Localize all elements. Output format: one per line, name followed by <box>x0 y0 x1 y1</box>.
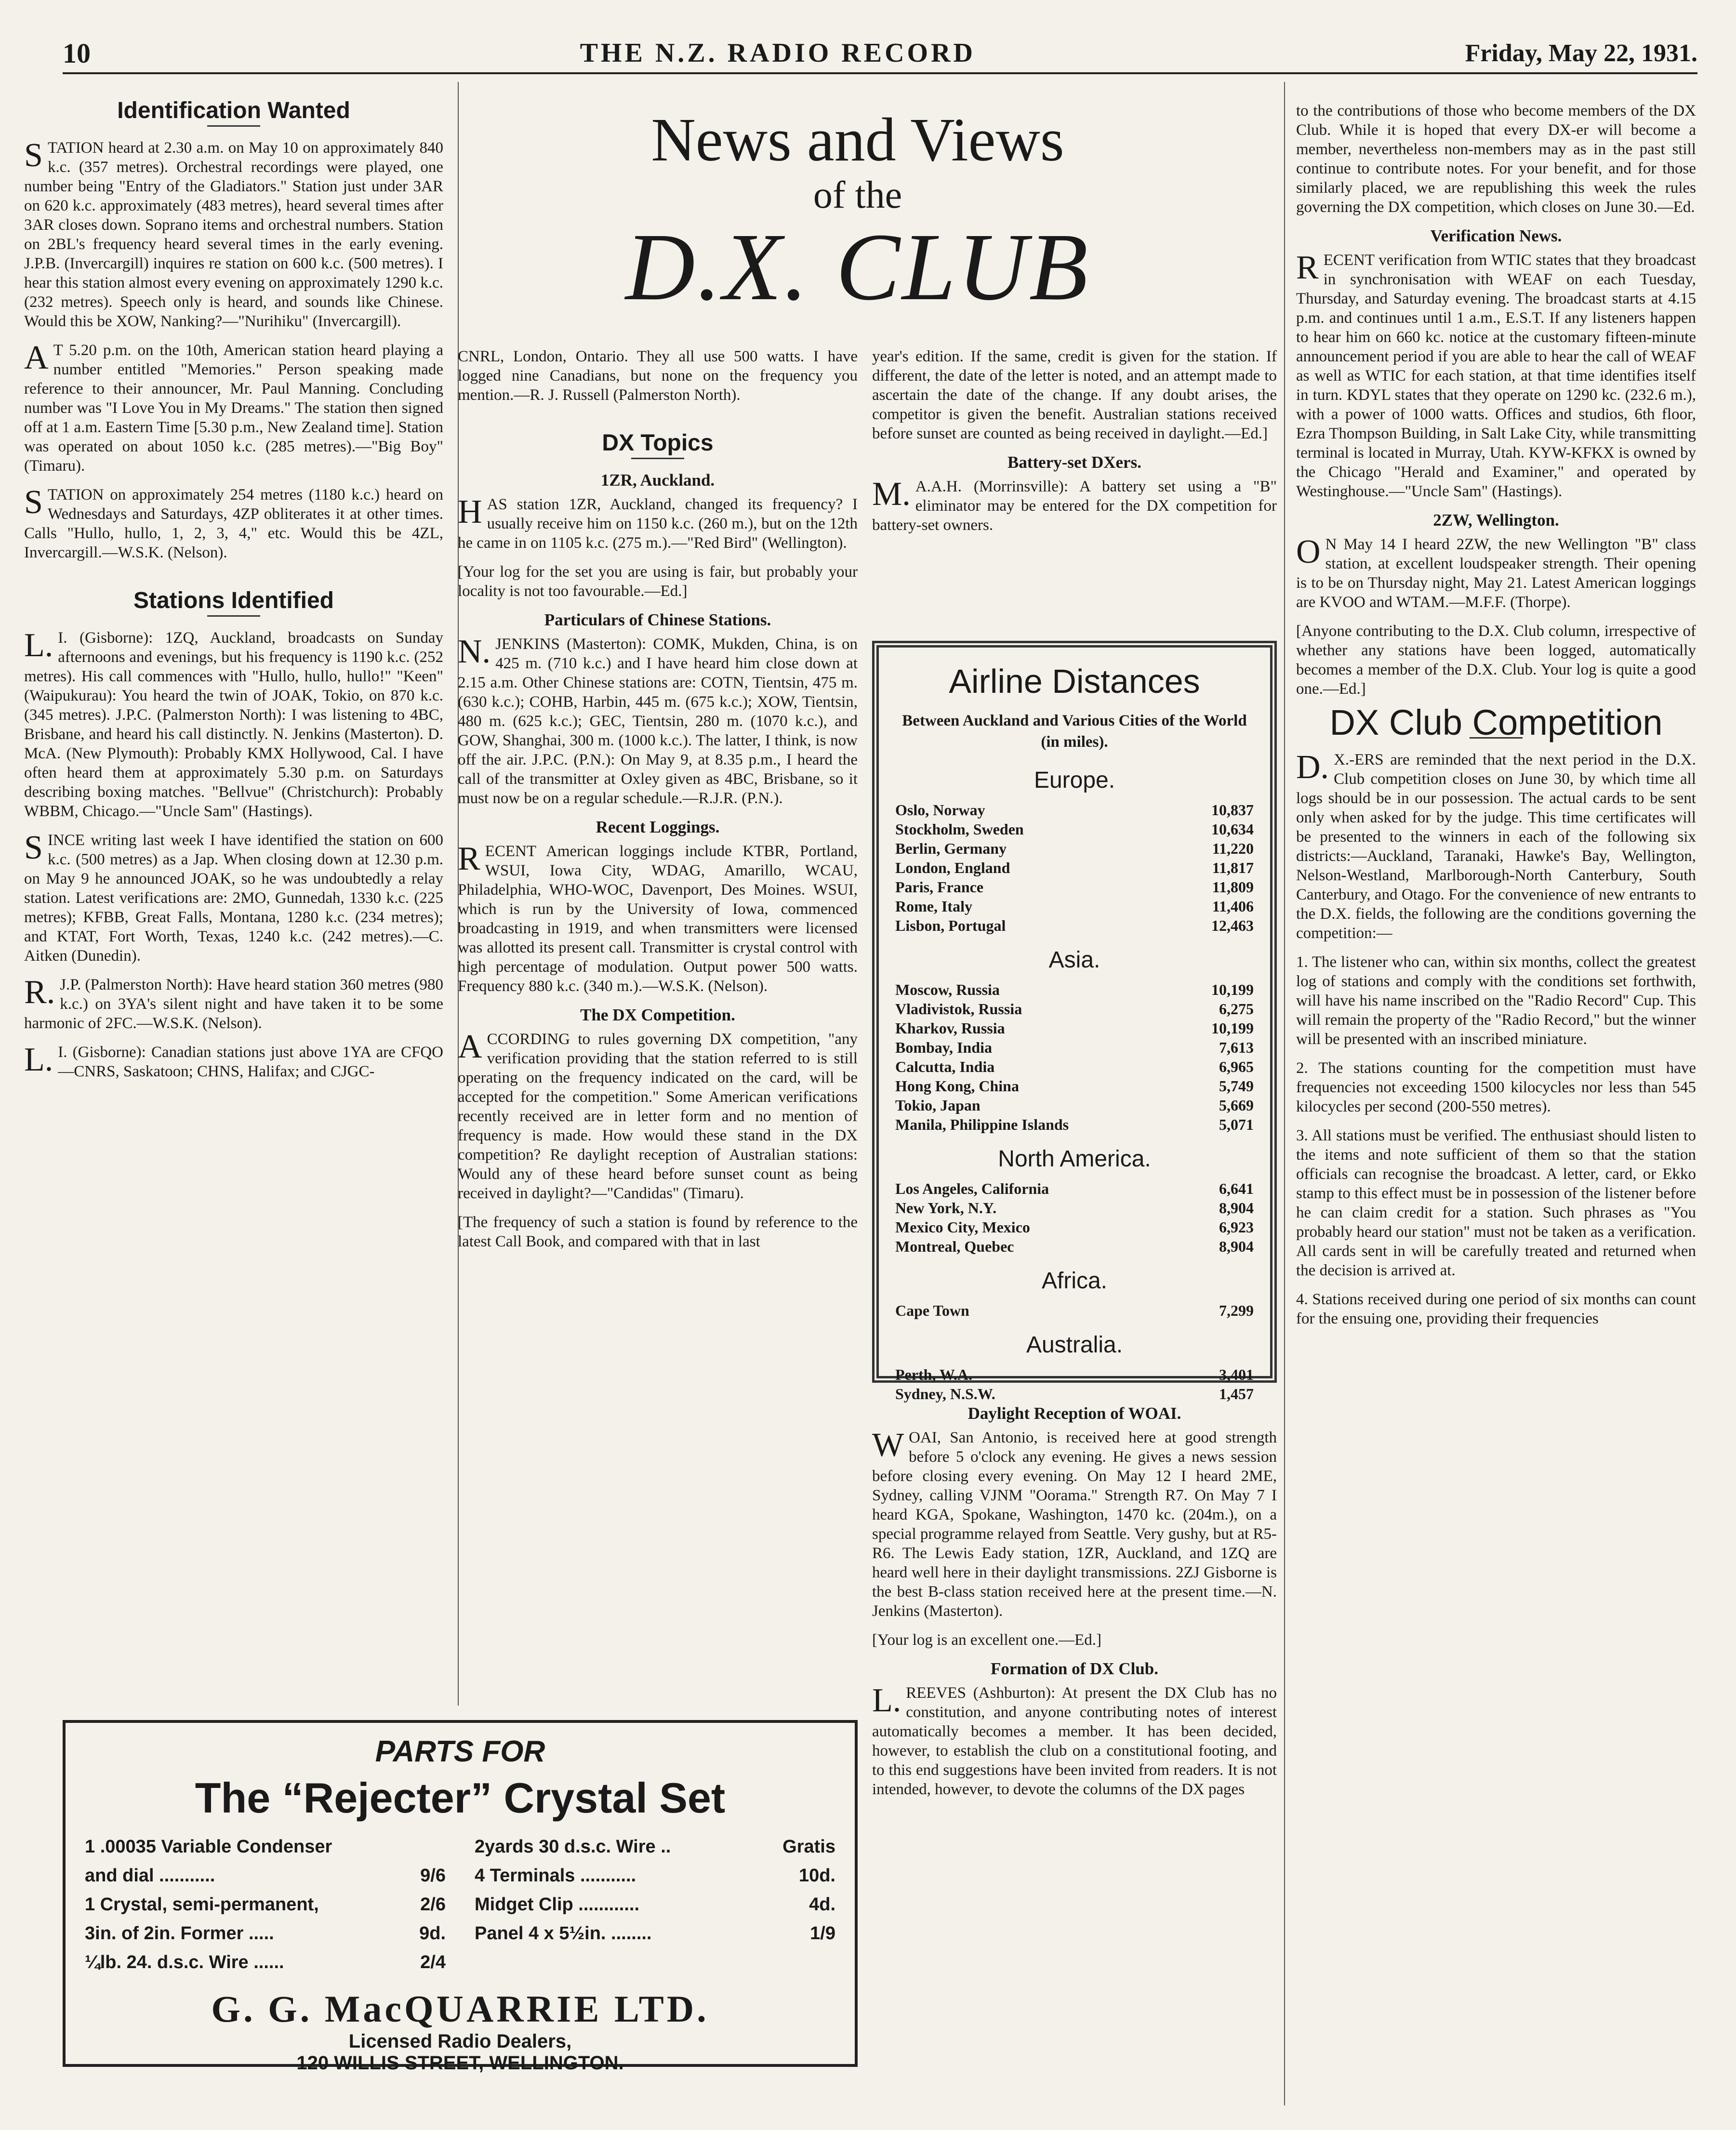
section-heading: DX Club Competition <box>1329 702 1663 742</box>
running-header <box>63 34 1697 74</box>
distance-row <box>895 1057 1254 1076</box>
city-name: Hong Kong, China <box>895 1077 1019 1095</box>
paragraph: [Your log for the set you are using is fair, but probably your locality is not too favourable.—Ed.] <box>458 563 858 600</box>
paragraph: STATION on approximately 254 metres (1180 k.c.) heard on Wednesdays and Saturdays, 4ZP obliterates it at other times. Calls "Hullo, hullo, 1, 2, 3, 4," etc. Would this be 4ZL, Invercargill.—W.S.K. (Nelson). <box>24 484 443 561</box>
distance-row <box>895 800 1254 820</box>
distance-miles: 10,837 <box>1211 801 1254 819</box>
distance-miles: 10,199 <box>1211 1019 1254 1037</box>
distance-miles: 6,275 <box>1219 1000 1254 1018</box>
region-list <box>895 767 1254 1403</box>
city-name: Kharkov, Russia <box>895 1019 1005 1037</box>
ad-price-item <box>85 1890 446 1919</box>
region-heading: Europe. <box>1034 767 1115 793</box>
paragraph: N.JENKINS (Masterton): COMK, Mukden, China, is on 425 m. (710 k.c.) and I have heard him close down at 2.15 a.m. Other Chinese stations are: COTN, Tientsin, 475 m. (630 k.c.); COHB, Harbin, 445 m. (675 k.c.); XOW, Tientsin, 480 m. (625 k.c.); GEC, Tientsin, 280 m. (1070 k.c.), and GOW, Shanghai, 300 m. (1000 k.c.). The latter, I think, is now off the air. J.P.C. (P.N.): On May 9, at 8.35 p.m., I heard the call of the transmitter at Oxley given as 4BC, Brisbane, so it must now be on a regular schedule.—R.J.R. (P.N.). <box>458 633 858 807</box>
city-name: London, England <box>895 859 1010 876</box>
airline-distances-box <box>872 641 1277 1402</box>
masthead: THE N.Z. RADIO RECORD <box>580 38 976 68</box>
column-1 <box>24 96 443 1091</box>
ad-price-list <box>85 1832 835 1977</box>
paragraph: WOAI, San Antonio, is received here at good strength before 5 o'clock any evening. He gives a news session before closing every evening. On May 12 I heard 2ME, Sydney, calling VJNM "Oorama." Strength R7. On May 7 I heard KGA, Spokane, Washington, 1470 kc. (204m.), on a special programme relayed from Seattle. Very gushy, but at R5-R6. The Lewis Eady station, 1ZR, Auckland, and 1ZQ are heard well here in their daylight transmissions. 2ZJ Gisborne is the best B-class station received here at the present time.—N. Jenkins (Masterton). <box>872 1427 1277 1620</box>
ad-item-label: 3in. of 2in. Former ..... <box>85 1923 274 1944</box>
feature-title-line: News and Views <box>651 106 1064 174</box>
ad-price-item <box>85 1948 446 1977</box>
ad-item-label: ¼lb. 24. d.s.c. Wire ...... <box>85 1952 284 1972</box>
paragraph: D.X.-ERS are reminded that the next period in the D.X. Club competition closes on June 30, by which time all logs should be in our possession. The actual cards to be sent only when asked for by the judge. This time certificates will be presented to the winners in each of the following six districts:—Auckland, Taranaki, Hawke's Bay, Wellington, Nelson-Westland, Marlborough-North Canterbury, South Canterbury, and Otago. For the convenience of new entrants to the D.X. fields, the following are the conditions governing the competition:— <box>1296 749 1696 942</box>
paragraph: 1. The listener who can, within six months, collect the greatest log of stations and comply with the conditions set forthwith, will have his name inscribed on the "Radio Record" Cup. This will remain the property of the "Radio Record," but the winner will be presented with an inscribed miniature. <box>1296 953 1696 1048</box>
region-heading: North America. <box>998 1146 1151 1172</box>
ad-price-item <box>475 1919 835 1948</box>
distance-row <box>895 1198 1254 1217</box>
ad-item-label: 4 Terminals ........... <box>475 1865 636 1886</box>
distance-row <box>895 999 1254 1019</box>
column-rule <box>1284 82 1285 2105</box>
column-3 <box>872 347 1277 544</box>
feature-title <box>578 106 1137 318</box>
distance-miles: 12,463 <box>1211 917 1254 934</box>
ad-item-price: 2/4 <box>420 1952 446 1972</box>
ad-price-item <box>85 1861 446 1890</box>
sub-heading: The DX Competition. <box>580 1005 735 1024</box>
paragraph: L.I. (Gisborne): Canadian stations just above 1YA are CFQO—CNRS, Saskatoon; CHNS, Halifax; and CJGC- <box>24 1041 443 1080</box>
distance-miles: 7,613 <box>1219 1039 1254 1056</box>
city-name: Perth, W.A. <box>895 1366 972 1383</box>
distance-row <box>895 1038 1254 1057</box>
city-name: Vladivistok, Russia <box>895 1000 1022 1018</box>
ad-price-item <box>475 1832 835 1861</box>
distance-miles: 1,457 <box>1219 1385 1254 1402</box>
section-heading: Stations Identified <box>133 588 334 613</box>
paragraph: R.J.P. (Palmerston North): Have heard station 360 metres (980 k.c.) on 3YA's silent night and have taken it to be some harmonic of 2FC.—W.S.K. (Nelson). <box>24 974 443 1032</box>
distance-row <box>895 820 1254 839</box>
city-name: Manila, Philippine Islands <box>895 1116 1069 1133</box>
distance-row <box>895 1301 1254 1320</box>
advertisement <box>63 1720 858 2074</box>
column-3-lower <box>872 1397 1277 1809</box>
city-name: Lisbon, Portugal <box>895 917 1006 934</box>
city-name: Oslo, Norway <box>895 801 985 819</box>
paragraph: [Your log is an excellent one.—Ed.] <box>872 1631 1101 1649</box>
sub-heading: Recent Loggings. <box>596 818 720 836</box>
sub-heading: Verification News. <box>1430 226 1562 245</box>
distance-miles: 6,965 <box>1219 1058 1254 1075</box>
feature-title-line: D.X. CLUB <box>625 214 1090 320</box>
ad-item-label: 1 Crystal, semi-permanent, <box>85 1894 319 1915</box>
distance-row <box>895 1237 1254 1256</box>
ad-address: 120 WILLIS STREET, WELLINGTON. <box>296 2052 624 2074</box>
distance-row <box>895 858 1254 877</box>
distance-row <box>895 897 1254 916</box>
ad-title: The “Rejecter” Crystal Set <box>195 1774 726 1822</box>
ad-firm-name: G. G. MacQUARRIE LTD. <box>211 1988 709 2030</box>
paragraph: year's edition. If the same, credit is given for the station. If different, the date of the letter is noted, and an attempt made to ascertain the date of the change. If any doubt arises, the competitor is given the benefit. Australian stations received before sunset are counted as being received in daylight.—Ed.] <box>872 348 1277 442</box>
ad-item-label: Midget Clip ............ <box>475 1894 639 1915</box>
region-heading: Asia. <box>1048 947 1100 973</box>
distance-miles: 5,071 <box>1219 1116 1254 1133</box>
city-name: New York, N.Y. <box>895 1199 997 1217</box>
sub-heading: Formation of DX Club. <box>990 1659 1159 1678</box>
city-name: Sydney, N.S.W. <box>895 1385 995 1402</box>
distance-miles: 5,669 <box>1219 1097 1254 1114</box>
paragraph: ACCORDING to rules governing DX competition, "any verification providing that the station referred to is still operating on the frequency indicated on the card, will be accepted for the competition." Some American verifications recently received are in letter form and no mention of frequency is made. How would these stand in the DX competition? Re daylight reception of Australian stations: Would any of these heard before sunset count as being received in daylight?—"Candidas" (Timaru). <box>458 1028 858 1202</box>
distance-miles: 11,809 <box>1212 878 1254 896</box>
city-name: Berlin, Germany <box>895 840 1007 857</box>
ad-price-column <box>85 1832 446 1977</box>
ad-item-price: 4d. <box>809 1894 835 1915</box>
distance-miles: 8,904 <box>1219 1199 1254 1217</box>
region-heading: Australia. <box>1026 1332 1123 1358</box>
paragraph: ON May 14 I heard 2ZW, the new Wellington "B" class station, at excellent loudspeaker strength. Their opening is to be on Thursday night, May 21. Latest American loggings are KVOO and WTAM.—M.F.F. (Thorpe). <box>1296 533 1696 611</box>
ad-price-column <box>475 1832 835 1977</box>
paragraph: AT 5.20 p.m. on the 10th, American station heard playing a number entitled "Memories." Person speaking made reference to their announcer, Mr. Paul Manning. Concluding number was "I Love You in My Dreams." The station then signed off at 1 a.m. Eastern Time [5.30 p.m., New Zealand time]. Station was operated on about 1050 k.c. (285 metres).—"Big Boy" (Timaru). <box>24 339 443 475</box>
city-name: Paris, France <box>895 878 984 896</box>
ad-item-label: and dial ........... <box>85 1865 215 1886</box>
distance-miles: 5,749 <box>1219 1077 1254 1095</box>
city-name: Montreal, Quebec <box>895 1238 1014 1255</box>
ad-item-label: 1 .00035 Variable Condenser <box>85 1837 332 1857</box>
city-name: Cape Town <box>895 1302 969 1319</box>
city-name: Mexico City, Mexico <box>895 1218 1030 1236</box>
distance-miles: 8,904 <box>1219 1238 1254 1255</box>
distance-miles: 10,199 <box>1211 981 1254 998</box>
paragraph: RECENT verification from WTIC states that they broadcast in synchronisation with WEAF on each Tuesday, Thursday, and Saturday evening. The broadcast starts at 4.15 p.m. and continues until 1 a.m., E.S.T. If any listeners happen to hear him on 660 kc. notice at the customary fifteen-minute announcement period if you are able to hear the call of WEAF as well as WTIC for each station, at that time identifies itself in turn. KDYL states that they operate on 1290 kc. (232.6 m.), with a power of 1000 watts. Offices and studios, 6th floor, Ezra Thompson Building, in Salt Lake City, while transmitting terminal is located in Murray, Utah. KYW-KFKX is owned by the Chicago "Herald and Examiner," and operated by Westinghouse.—"Uncle Sam" (Hastings). <box>1296 249 1696 500</box>
paragraph: [Anyone contributing to the D.X. Club column, irrespective of whether any stations have been logged, automatically becomes a member of the D.X. Club. Your log is quite a good one.—Ed.] <box>1296 622 1696 698</box>
paragraph: L.REEVES (Ashburton): At present the DX Club has no constitution, and anyone contributing notes of interest automatically becomes a member. It has been decided, however, to establish the club on a constitutional footing, and to this end suggestions have been invited from readers. It is not intended, however, to devote the columns of the DX pages <box>872 1682 1277 1798</box>
distance-row <box>895 1217 1254 1237</box>
ad-price-item <box>475 1861 835 1890</box>
ad-price-item <box>85 1919 446 1948</box>
paragraph: CNRL, London, Ontario. They all use 500 watts. I have logged nine Canadians, but none on the frequency you mention.—R. J. Russell (Palmerston North). <box>458 348 858 404</box>
paragraph: 3. All stations must be verified. The enthusiast should listen to the items and note sufficient of them so that the station officials can recognise the broadcast. A letter, card, or Ekko stamp to this effect must be in possession of the listener before he can claim credit for a station. Such phrases as "You probably heard our station" must not be taken as a verification. All cards sent in will be carefully treated and returned when the decision is arrived at. <box>1296 1127 1696 1279</box>
city-name: Moscow, Russia <box>895 981 1000 998</box>
distance-miles: 11,817 <box>1212 859 1254 876</box>
distance-miles: 10,634 <box>1211 820 1254 838</box>
region-heading: Africa. <box>1041 1268 1108 1294</box>
column-2 <box>458 347 858 1261</box>
paragraph: to the contributions of those who become members of the DX Club. While it is hoped that every DX-er will become a member, nevertheless non-members may as in the past still continue to contribute notes. For your benefit, and for those similarly placed, we are republishing this week the rules governing the DX competition, which closes on June 30.—Ed. <box>1296 102 1696 216</box>
distance-row <box>895 1076 1254 1096</box>
ad-item-price: 10d. <box>798 1865 835 1886</box>
feature-title-line: of the <box>813 174 902 216</box>
distance-row <box>895 877 1254 897</box>
divider <box>207 615 260 617</box>
paragraph: 4. Stations received during one period of six months can count for the ensuing one, providing their frequencies <box>1296 1291 1696 1327</box>
distance-row <box>895 916 1254 935</box>
paragraph: 2. The stations counting for the competition must have frequencies not exceeding 1500 kilocycles nor less than 545 kilocycles per second (200-550 metres). <box>1296 1059 1696 1115</box>
issue-date: Friday, May 22, 1931. <box>1465 39 1697 67</box>
distance-row <box>895 1179 1254 1198</box>
paragraph: STATION heard at 2.30 a.m. on May 10 on approximately 840 k.c. (357 metres). Orchestral recordings were played, one number being "Entry of the Gladiators." Station just under 3AR on 620 k.c. approximately (483 metres), heard several times after 3AR closes down. Soprano items and orchestral numbers. Station on 2BL's frequency heard several times in the early evening. J.P.B. (Invercargill) inquires re station on 600 k.c. (500 metres). I hear this station almost every evening on approximately 1290 k.c. (232 metres). Speech only is heard, and sounds like Chinese. Would this be XOW, Nanking?—"Nurihiku" (Invercargill). <box>24 137 443 330</box>
ad-item-price: Gratis <box>782 1837 835 1857</box>
section-heading: DX Topics <box>602 430 714 456</box>
sub-heading: Battery-set DXers. <box>1007 453 1141 472</box>
distance-miles: 3,401 <box>1219 1366 1254 1383</box>
sub-heading: 1ZR, Auckland. <box>600 471 715 490</box>
ad-price-item <box>475 1890 835 1919</box>
page-number: 10 <box>63 37 91 69</box>
ad-item-price: 2/6 <box>420 1894 446 1915</box>
city-name: Calcutta, India <box>895 1058 995 1075</box>
city-name: Stockholm, Sweden <box>895 820 1024 838</box>
distance-row <box>895 980 1254 999</box>
ad-licensed: Licensed Radio Dealers, <box>348 2031 572 2052</box>
distance-miles: 11,220 <box>1212 840 1254 857</box>
box-title: Airline Distances <box>949 662 1200 700</box>
sub-heading: 2ZW, Wellington. <box>1433 511 1559 529</box>
distance-row <box>895 1115 1254 1134</box>
ad-item-label: 2yards 30 d.s.c. Wire .. <box>475 1837 671 1857</box>
paragraph: [The frequency of such a station is found by reference to the latest Call Book, and compared with that in last <box>458 1214 858 1250</box>
distance-miles: 11,406 <box>1212 898 1254 915</box>
paragraph: L.I. (Gisborne): 1ZQ, Auckland, broadcasts on Sunday afternoons and evenings, but his frequency is 1190 k.c. (252 metres). His call commences with "Hullo, hullo, hullo!" "Keen" (Waipukurau): You heard the twin of JOAK, Tokio, on 870 k.c. (345 metres). J.P.C. (Palmerston North): I was listening to 4BC, Brisbane, and heard his call distinctly. N. Jenkins (Masterton). D. McA. (New Plymouth): Probably KMX Hollywood, Cal. I have often heard them at approximately 5.30 p.m. on Saturdays describing boxing matches. "Bellvue" (Christchurch): Probably WBBM, Chicago.—"Uncle Sam" (Hastings). <box>24 627 443 820</box>
paragraph: HAS station 1ZR, Auckland, changed its frequency? I usually receive him on 1150 k.c. (260 m.), but on the 12th he came in on 1105 k.c. (275 m.).—"Red Bird" (Wellington). <box>458 493 858 552</box>
ad-item-label: Panel 4 x 5½in. ........ <box>475 1923 652 1944</box>
sub-heading: Daylight Reception of WOAI. <box>967 1404 1181 1423</box>
city-name: Tokio, Japan <box>895 1097 981 1114</box>
ad-kicker: PARTS FOR <box>375 1735 545 1768</box>
ad-item-price: 9d. <box>419 1923 446 1944</box>
column-4 <box>1296 101 1696 1338</box>
ad-item-price: 9/6 <box>420 1865 446 1886</box>
distance-row <box>895 839 1254 858</box>
distance-miles: 6,641 <box>1219 1180 1254 1197</box>
paragraph: SINCE writing last week I have identified the station on 600 k.c. (500 metres) as a Jap. When closing down at 12.30 p.m. on May 9 he announced JOAK, so he was undoubtedly a relay station. Latest verifications are: 2MO, Gunnedah, 1330 k.c. (225 metres); KFBB, Great Falls, Montana, 1280 k.c. (234 metres); and KTAT, Fort Worth, Texas, 1240 k.c. (242 metres).—C. Aitken (Dunedin). <box>24 829 443 965</box>
city-name: Rome, Italy <box>895 898 972 915</box>
distance-miles: 7,299 <box>1219 1302 1254 1319</box>
ad-price-item <box>85 1832 446 1861</box>
city-name: Los Angeles, California <box>895 1180 1049 1197</box>
paragraph: RECENT American loggings include KTBR, Portland, WSUI, Iowa City, WDAG, Amarillo, WCAU, Philadelphia, WHO-WOC, Davenport, Des Moines. WSUI, which is run by the University of Iowa, commenced broadcasting in 1919, and when transmitters were licensed was allotted its present call. Transmitter is crystal control with high percentage of modulation. Output power 500 watts. Frequency 880 k.c. (340 m.).—W.S.K. (Nelson). <box>458 840 858 995</box>
box-subtitle: Between Auckland and Various Cities of the World (in miles). <box>902 712 1247 751</box>
city-name: Bombay, India <box>895 1039 992 1056</box>
distance-miles: 6,923 <box>1219 1218 1254 1236</box>
distance-row <box>895 1096 1254 1115</box>
section-heading: Identification Wanted <box>117 98 350 123</box>
divider <box>631 458 684 459</box>
paragraph: M.A.A.H. (Morrinsville): A battery set using a "B" eliminator may be entered for the DX competition for battery-set owners. <box>872 476 1277 534</box>
sub-heading: Particulars of Chinese Stations. <box>544 610 771 629</box>
distance-row <box>895 1019 1254 1038</box>
ad-item-price: 1/9 <box>810 1923 835 1944</box>
distance-row <box>895 1365 1254 1384</box>
divider <box>207 125 260 127</box>
